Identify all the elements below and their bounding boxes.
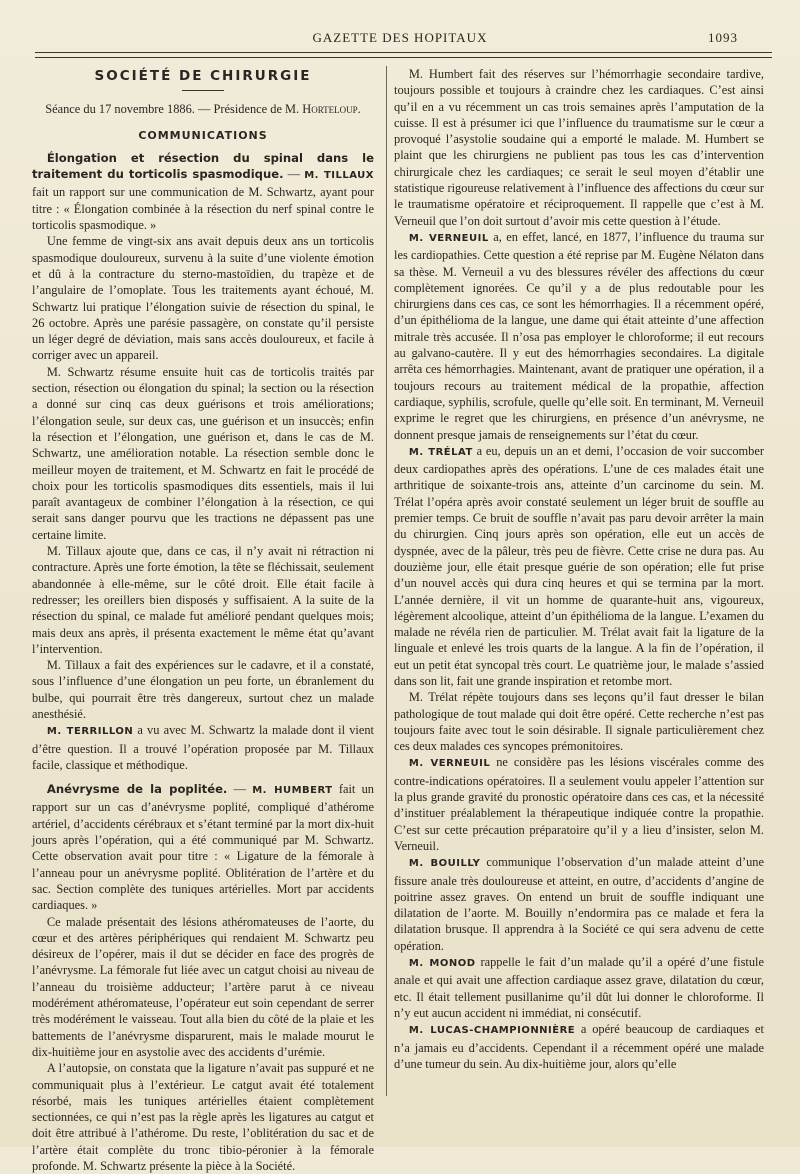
- anevrysme-paragraph: [32, 781, 374, 913]
- speaker-verneuil-2: M. VERNEUIL: [408, 758, 491, 770]
- verneuil-rest-2: ne considère pas les lésions viscérales comme des contre-indications opératoires. Il a seulement voulu appeler l’attention sur la plus grande gravité du pronostic opératoire dans ces cas, et la nécessité d’instituer préalablement la thérapeutique indiquée contre la propathie. C’est sur cette précaution préparatoire qu’il y a lieu d’insister, selon M. Verneuil.: [394, 755, 764, 853]
- heading-rule: [182, 90, 224, 91]
- paragraph: M. Tillaux a fait des expériences sur le cadavre, et il a constaté, sous l’influence d’une élongation un peu forte, un ébranlement du bulbe, qui pourrait être très dangereux, surtout chez un malade anesthésié.: [32, 658, 374, 721]
- paragraph: Ce malade présentait des lésions athéromateuses de l’aorte, du cœur et des artères périphériques qui rendaient M. Schwartz peu désireux de l’opérer, mais il dut se décider en face des progrès de l’anévrysme. La fémorale fut liée avec un catgut choisi au niveau de l’anneau du troisième adducteur; l’artère parut à ce niveau modérément athéromateuse, l’opérateur eut soin cependant de serrer très modérément le vaisseau. Tout alla bien du côté de la plaie et les battements de l’anévrysme disparurent, mais le malade mourut le dix-huitième jour en asystolie avec des accidents d’urémie.: [32, 914, 374, 1059]
- paragraph: A l’autopsie, on constata que la ligature n’avait pas suppuré et ne communiquait plus à l’extérieur. Le catgut avait été totalement résorbé, mais les tuniques artérielles étaient complètement sectionnées, ce qui n’est pas la règle après les ligatures au catgut et doit être attribué à l’athérome. Du reste, l’oblitération du sac et de l’artère était complète du tronc tibio-péronier à la fémorale profonde. M. Schwartz présente la pièce à la Société.: [32, 1061, 374, 1173]
- monod-rest: rappelle le fait d’un malade qu’il a opéré d’une fistule anale et qui avait une affection cardiaque assez grave, dilatation du cœur, etc. Il était tellement pusillanime qu’il dût lui donner le chloroforme. Il n’y eut aucun accident ni immédiat, ni consécutif.: [394, 955, 765, 1020]
- society-heading: SOCIÉTÉ DE CHIRURGIE: [94, 68, 312, 84]
- speaker-bouilly: M. BOUILLY: [408, 858, 481, 870]
- anevrysme-title: Anévrysme de la poplitée.: [46, 782, 228, 797]
- anevrysme-sep: —: [227, 782, 253, 797]
- elongation-sep: —: [283, 167, 305, 182]
- paragraph: M. Tillaux ajoute que, dans ce cas, il n’y avait ni rétraction ni contracture. Après une forte émotion, la tête se fléchissait, seulement abandonnée à elle-même, sur le côté droit. Elle était facile à redresser; les oreillers bien disposés y suffisaient. A la suite de la résection du spinal, ce malade fut amélioré pendant quelques mois; mais deux ans après, il présenta exactement le même état qu’avant l’intervention.: [32, 544, 374, 656]
- elongation-rest: fait un rapport sur une communication de M. Schwartz, ayant pour titre : « Élongation combinée à la résection du nerf spinal contre le torticolis spasmodique. »: [32, 185, 374, 233]
- header-rule-top: [35, 52, 772, 53]
- president-name: Horteloup.: [302, 102, 361, 117]
- journal-title: GAZETTE DES HOPITAUX: [312, 30, 488, 45]
- speaker-verneuil: M. VERNEUIL: [408, 232, 489, 244]
- running-header: [30, 28, 770, 50]
- speaker-monod: M. MONOD: [408, 958, 476, 970]
- speaker-trelat: M. TRÉLAT: [408, 446, 473, 458]
- elongation-title: Élongation et résection du spinal dans le traitement du torticolis spasmodique.: [32, 150, 374, 182]
- verneuil-rest: a, en effet, lancé, en 1877, l’influence du trauma sur les cardiopathies. Cette question a été reprise par M. Eugène Nélaton dans sa thèse. M. Verneuil a vu des blessures révéler des affections du cœur complètement ignorées. Ce qu’il y a de plus redoutable pour les chirurgiens dans ces cas, ce sont les hémorrhagies. Il a récemment opéré, d’un épithélioma de la langue, une dame qui était atteinte d’une affection mitrale très accusée. Il n’osa pas employer le chloroforme; il eut recours au galvano-cautère. Il y eut des hémorrhagies secondaires. La digitale arrêta ces hémorrhagies. Maintenant, avant de pratiquer une opération, il a toujours recours au traitement médical de la propathie, affection cardiaque, syphilis, scrofule, quelle qu’elle soit. En terminant, M. Verneuil exprime le regret que les chirurgiens, en présence d’un anévrysme, ne donnent presque jamais de renseignements sur l’état du cœur.: [394, 229, 764, 442]
- section-gap: [32, 773, 374, 781]
- speaker-tillaux: M. TILLAUX: [304, 170, 375, 182]
- right-column: [394, 66, 764, 1072]
- header-rule-bottom: [35, 57, 772, 58]
- paragraph: M. Schwartz résume ensuite huit cas de torticolis traités par section, résection ou élongation du spinal; la section ou la résection a donné sur cinq cas deux guérisons et trois améliorations; l’élongation seule, sur deux cas, une guérison et un insuccès; enfin la résection et l’élongation, une guérison et, dans le cas de M. Schwartz, une amélioration notable. La résection semble donc le meilleur moyen de traitement, et M. Schwartz en fait le procédé de choix pour les torticolis spasmodiques dits essentiels, mais il lui paraît avantageux de combiner l’élongation à la résection, ce qui serait sans danger pourvu que les tractions ne dépassent pas une certaine limite.: [32, 364, 374, 542]
- paragraph: M. Trélat répète toujours dans ses leçons qu’il faut dresser le bilan pathologique de tout malade qui doit être opéré. Cette recherche n’est pas toujours faite avec tout le soin désirable. Il signale particulièrement chez ces deux malades ces syncopes prémonitoires.: [394, 690, 764, 754]
- trelat-paragraph: [394, 443, 764, 689]
- elongation-paragraph: [32, 150, 374, 233]
- terrillon-rest: a vu avec M. Schwartz la malade dont il vient d’être question. Il a trouvé l’opération proposée par M. Tillaux facile, classique et méthodique.: [32, 723, 374, 772]
- paragraph: M. Humbert fait des réserves sur l’hémorrhagie secondaire tardive, toujours possible et toujours à craindre chez les cardiaques. C’est ainsi qu’il en a vu récemment un cas trois semaines après l’amputation de la cuisse. Il est à présumer ici que l’influence du traumatisme sur le cœur a provoqué l’asystolie soudaine qui a emporté le malade. M. Humbert se plaint que les chirurgiens ne publient pas tous les cas d’intervention chirurgicale chez les cardiaques; ce serait le seul moyen d’établir une statistique rigoureuse relativement à l’influence des affections du cœur sur le traumatisme opératoire et réciproquement. Il rappelle que c’est à M. Verneuil que l’on doit surtout d’avoir mis cette question à l’étude.: [394, 67, 764, 228]
- speaker-terrillon: M. TERRILLON: [46, 726, 134, 738]
- seance-text: Séance du 17 novembre 1886. — Présidence de M.: [45, 102, 303, 117]
- speaker-humbert: M. HUMBERT: [252, 785, 333, 797]
- communications-heading: COMMUNICATIONS: [138, 128, 268, 142]
- trelat-rest: a eu, depuis un an et demi, l’occasion de voir succomber deux cardiopathes après des opérations. L’une de ces malades était une arthritique de soixante-trois ans, atteinte d’un carcinome du sein. M. Trélat l’opéra après avoir constaté seulement un léger bruit de souffle au premier temps. Ce bruit de souffle n’avait pas paru devoir arrêter la main du chirurgien. Cinq jours après son opération, elle eut un accès de dyspnée, avec de la pâleur, très peu de fièvre. Cette crise ne dura pas. Au douzième jour, elle était presque guérie de son opération; elle fut prise d’un nouvel accès qui dura cinq heures et qui se termina par la mort. L’année dernière, il vit un homme de quarante-huit ans, vigoureux, légèrement alcoolique, atteint d’un épithélioma de la langue. L’examen du malade ne révéla rien de particulier. M. Trélat avait fait la ligature de la linguale et enlevé les trois quarts de la langue. A la fin de l’opération, il eut un petit état syncopal très court. Le quatrième jour, le malade s’assied dans son lit, fait une grande inspiration et retombe mort.: [394, 443, 765, 688]
- terrillon-paragraph: [32, 722, 374, 773]
- bouilly-paragraph: [394, 854, 764, 954]
- bouilly-rest: communique l’observation d’un malade atteint d’une fissure anale très douloureuse et atteint, en outre, d’accidents d’angine de poitrine assez graves. On entend un bruit de souffle indiquant une dilatation de l’aorte. M. Bouilly n’endormira pas ce malade et fera la dilatation brusque. Il apprendra à la Société ce qui sera advenu de cette opération.: [394, 855, 765, 953]
- paragraph: Une femme de vingt-six ans avait depuis deux ans un torticolis spasmodique douloureux, survenu à la suite d’une violente émotion et dû à la contracture du sterno-mastoïdien, du trapèze et de l’angulaire de l’omoplate. Tous les traitements ayant échoué, M. Schwartz lui pratique l’élongation suivie de résection du spinal, le 26 octobre. Après une parésie passagère, on constate qu’il persiste un léger degré de déviation, mais sans accès douloureux, et facile à corriger avec un appareil.: [32, 234, 374, 363]
- seance-line: [32, 101, 374, 117]
- column-separator: [386, 66, 387, 1096]
- anevrysme-rest: fait un rapport sur un cas d’anévrysme poplité, compliqué d’athérome artériel, d’accidents cérébraux et s’étant terminé par la mort dix-huit jours après l’opération, qui a été communiqué par M. Schwartz. Cette observation avait pour titre : « Ligature de la fémorale à l’anneau pour un anévrysme poplité. Oblitération de l’artère et du sac. Section complète des tuniques artérielles. Mort par accidents cardiaques. »: [32, 782, 374, 913]
- lucas-championniere-rest: a opéré beaucoup de cardiaques et n’a jamais eu d’accidents. Cependant il a récemment opéré une malade d’une tumeur du sein. Au dix-huitième jour, alors qu’elle: [394, 1022, 764, 1071]
- page-number: 1093: [708, 30, 738, 45]
- lucas-championniere-paragraph: [394, 1021, 764, 1072]
- speaker-lucas-championniere: M. LUCAS-CHAMPIONNIÈRE: [408, 1025, 576, 1037]
- verneuil-paragraph: [394, 229, 764, 443]
- monod-paragraph: [394, 954, 764, 1021]
- left-column: [32, 66, 374, 1174]
- verneuil-paragraph-2: [394, 754, 764, 854]
